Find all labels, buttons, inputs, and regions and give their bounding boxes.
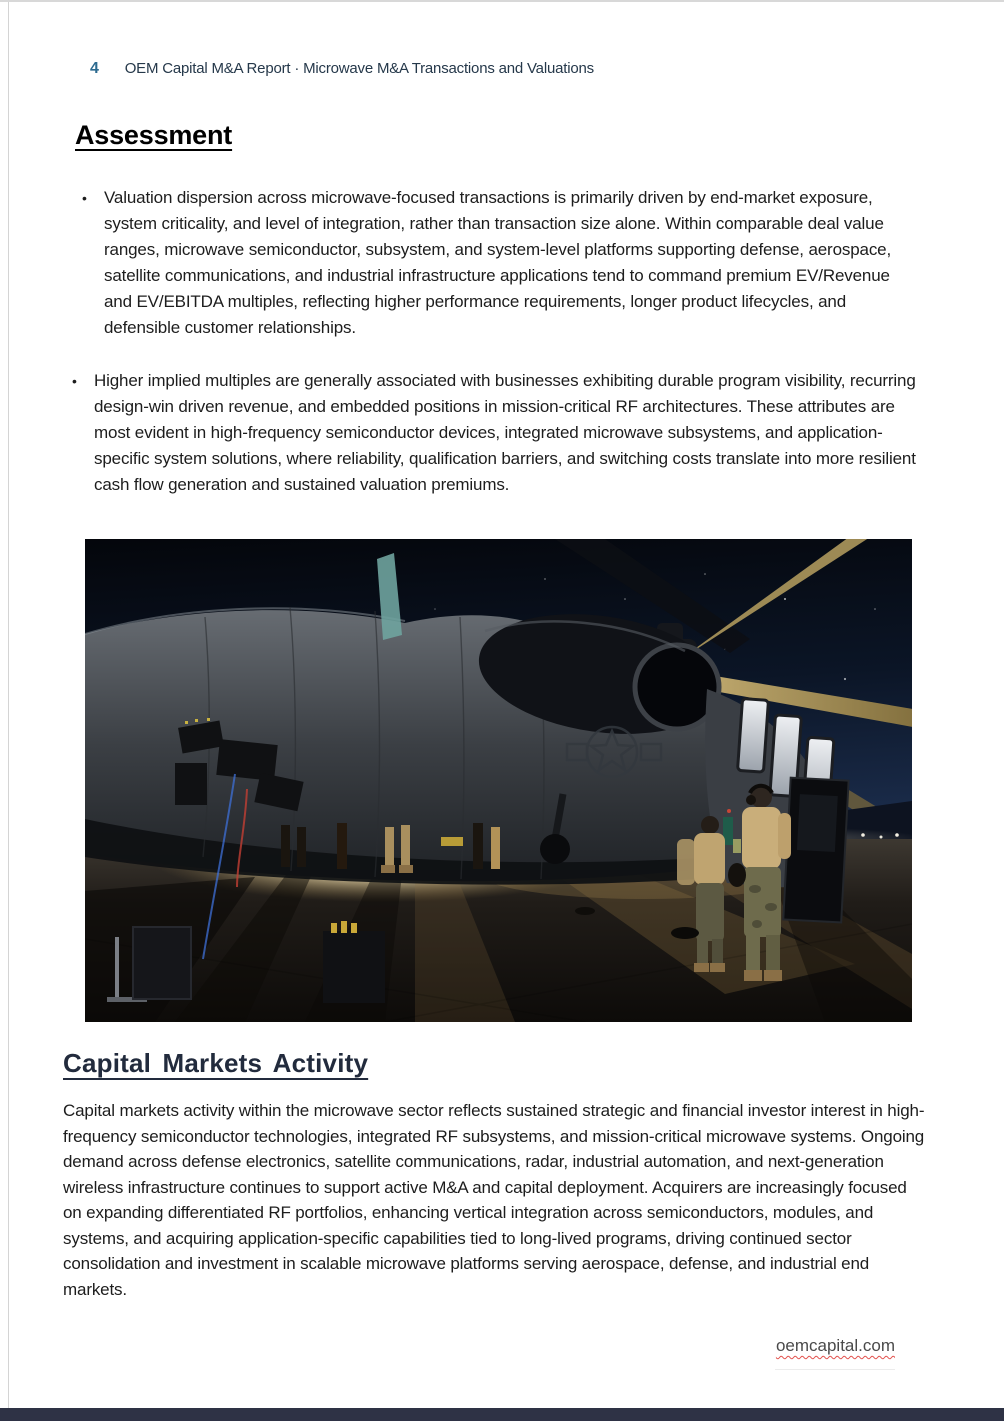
- bottom-page-bar: [0, 1408, 1004, 1421]
- helicopter-photo-illustration: [85, 539, 912, 1022]
- assessment-heading: Assessment: [75, 120, 233, 150]
- helicopter-photo: [85, 539, 912, 1022]
- capital-markets-heading: Capital Markets Activity: [63, 1048, 369, 1078]
- assessment-bullet-1: [82, 185, 920, 341]
- header-title: OEM Capital M&A Report · Microwave M&A Transactions and Valuations: [124, 60, 594, 77]
- assessment-bullet-2-text: Higher implied multiples are generally associated with businesses exhibiting durable program visibility, recurring design-win driven revenue, and embedded positions in mission-critical RF architectures. These attributes are most evident in high-frequency semiconductor devices, integrated microwave subsystems, and application-specific system solutions, where reliability, qualification barriers, and switching costs translate into more resilient cash flow generation and sustained valuation premiums.: [94, 371, 916, 494]
- footer-website-link[interactable]: oemcapital.com: [775, 1336, 895, 1355]
- page-header: [90, 60, 944, 78]
- bullet-marker: •: [72, 373, 77, 389]
- page-number: 4: [90, 60, 99, 77]
- assessment-bullet-1-text: Valuation dispersion across microwave-focused transactions is primarily driven by end-market exposure, system criticality, and level of integration, rather than transaction size alone. Within comparable deal value ranges, microwave semiconductor, subsystem, and system-level platforms supporting defense, aerospace, satellite communications, and industrial infrastructure applications tend to command premium EV/Revenue and EV/EBITDA multiples, reflecting higher performance requirements, longer product lifecycles, and defensible customer relationships.: [104, 188, 892, 337]
- assessment-bullet-2: [72, 368, 917, 498]
- footer-divider: [775, 1369, 895, 1370]
- page-left-border: [8, 2, 9, 1421]
- bullet-marker: •: [82, 190, 87, 206]
- capital-markets-paragraph: Capital markets activity within the microwave sector reflects sustained strategic and financial investor interest in high-frequency semiconductor technologies, integrated RF subsystems, and mission-critical microwave systems. Ongoing demand across defense electronics, satellite communications, radar, industrial automation, and next-generation wireless infrastructure continues to support active M&A and capital deployment. Acquirers are increasingly focused on expanding differentiated RF portfolios, enhancing vertical integration across semiconductors, modules, and systems, and acquiring application-specific capabilities tied to long-lived programs, driving continued sector consolidation and investment in scalable microwave platforms serving aerospace, defense, and industrial end markets.: [63, 1101, 925, 1299]
